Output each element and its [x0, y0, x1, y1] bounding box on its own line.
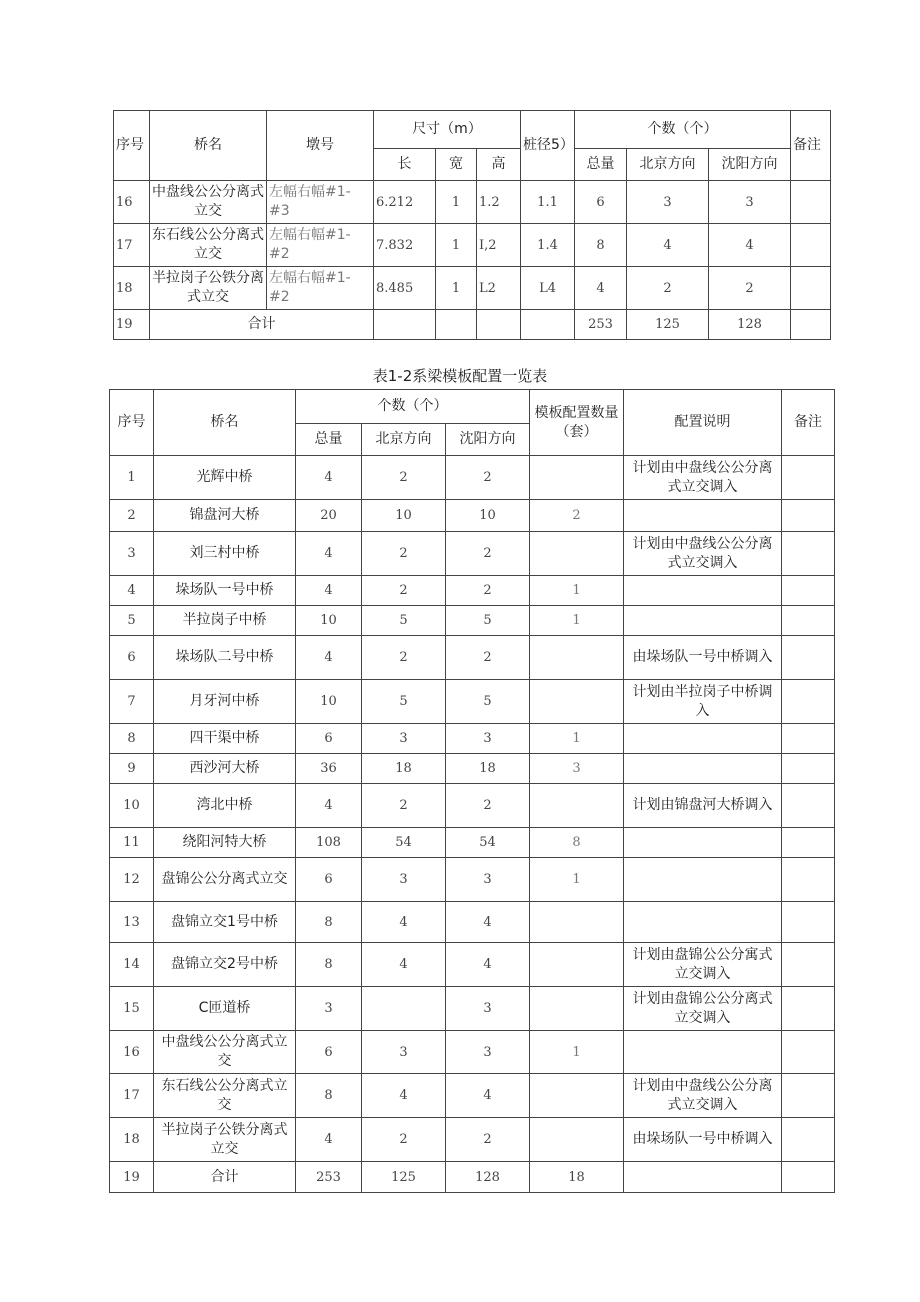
row-seq: 14	[110, 943, 154, 987]
header-seq: 序号	[110, 390, 154, 456]
table-row	[110, 828, 835, 858]
header-seq: 序号	[114, 111, 150, 181]
row-bridge-name: C匝道桥	[154, 987, 296, 1031]
row-seq: 6	[110, 636, 154, 680]
row-bridge-name: 锦盘河大桥	[154, 500, 296, 532]
row-formwork-sets	[530, 943, 624, 987]
row-beijing: 5	[362, 680, 446, 724]
row-total: 8	[575, 224, 627, 267]
row-config-desc	[624, 858, 782, 902]
row-note	[782, 754, 835, 784]
row-total: 10	[296, 680, 362, 724]
table-row	[110, 1074, 835, 1118]
row-shenyang: 5	[446, 606, 530, 636]
row-config-desc: 由垛场队一号中桥调入	[624, 636, 782, 680]
row-shenyang: 2	[446, 1118, 530, 1162]
row-formwork-sets: 2	[530, 500, 624, 532]
row-config-desc: 计划由盘锦公公分寓式立交调入	[624, 943, 782, 987]
row-seq: 15	[110, 987, 154, 1031]
row-config-desc: 计划由半拉岗子中桥调入	[624, 680, 782, 724]
total-beijing: 125	[627, 310, 709, 340]
row-shenyang: 54	[446, 828, 530, 858]
row-formwork-sets: 1	[530, 858, 624, 902]
table-row	[110, 754, 835, 784]
row-formwork-sets	[530, 636, 624, 680]
row-seq: 10	[110, 784, 154, 828]
total-shenyang: 128	[709, 310, 791, 340]
total-count: 253	[296, 1162, 362, 1193]
row-seq: 2	[110, 500, 154, 532]
row-bridge-name: 半拉岗子公铁分离式立交	[154, 1118, 296, 1162]
row-total: 6	[296, 1031, 362, 1074]
header-dimensions: 尺寸（m）	[374, 111, 521, 149]
row-beijing: 3	[362, 724, 446, 754]
table-row	[110, 636, 835, 680]
total-formwork-sets: 18	[530, 1162, 624, 1193]
row-shenyang: 2	[446, 784, 530, 828]
row-beijing: 18	[362, 754, 446, 784]
table-row	[110, 784, 835, 828]
row-beijing: 3	[362, 1031, 446, 1074]
header-note: 备注	[782, 390, 835, 456]
row-formwork-sets	[530, 784, 624, 828]
row-config-desc: 由垛场队一号中桥调入	[624, 1118, 782, 1162]
row-height: I,2	[477, 224, 521, 267]
row-shenyang: 3	[446, 987, 530, 1031]
table-row	[114, 224, 831, 267]
total-count: 253	[575, 310, 627, 340]
row-beijing: 3	[362, 858, 446, 902]
row-note	[782, 636, 835, 680]
table-row	[114, 181, 831, 224]
row-bridge-name: 月牙河中桥	[154, 680, 296, 724]
row-shenyang: 2	[446, 532, 530, 576]
row-bridge-name: 光辉中桥	[154, 456, 296, 500]
row-total: 6	[296, 724, 362, 754]
table-row	[110, 858, 835, 902]
total-seq: 19	[114, 310, 150, 340]
row-seq: 11	[110, 828, 154, 858]
row-bridge-name: 半拉岗子公铁分离式立交	[150, 267, 267, 310]
row-total: 3	[296, 987, 362, 1031]
row-seq: 7	[110, 680, 154, 724]
row-shenyang: 5	[446, 680, 530, 724]
table-row	[110, 532, 835, 576]
row-config-desc: 计划由中盘线公公分离式立交调入	[624, 1074, 782, 1118]
row-total: 108	[296, 828, 362, 858]
row-total: 4	[296, 1118, 362, 1162]
row-beijing: 2	[627, 267, 709, 310]
row-total: 8	[296, 902, 362, 943]
row-note	[791, 224, 831, 267]
row-note	[782, 1074, 835, 1118]
row-bridge-name: 盘锦立交2号中桥	[154, 943, 296, 987]
row-formwork-sets: 3	[530, 754, 624, 784]
row-total: 4	[296, 576, 362, 606]
row-seq: 5	[110, 606, 154, 636]
row-beijing: 2	[362, 784, 446, 828]
row-shenyang: 4	[446, 902, 530, 943]
header-length: 长	[374, 149, 436, 181]
row-total: 4	[296, 636, 362, 680]
row-total: 36	[296, 754, 362, 784]
row-config-desc	[624, 828, 782, 858]
row-pier: 左幅右幅#1-#2	[267, 224, 374, 267]
total-shenyang: 128	[446, 1162, 530, 1193]
row-bridge-name: 绕阳河特大桥	[154, 828, 296, 858]
row-note	[791, 267, 831, 310]
row-config-desc	[624, 754, 782, 784]
row-bridge-name: 东石线公公分离式立交	[154, 1074, 296, 1118]
row-bridge-name: 中盘线公公分离式立交	[150, 181, 267, 224]
table-row	[110, 500, 835, 532]
row-config-desc	[624, 606, 782, 636]
row-total: 20	[296, 500, 362, 532]
header-total: 总量	[296, 424, 362, 456]
row-note	[782, 606, 835, 636]
header-pile-diameter: 桩径5）	[521, 111, 575, 181]
row-beijing: 2	[362, 576, 446, 606]
total-beijing: 125	[362, 1162, 446, 1193]
row-config-desc: 计划由锦盘河大桥调入	[624, 784, 782, 828]
row-bridge-name: 四干渠中桥	[154, 724, 296, 754]
row-seq: 18	[110, 1118, 154, 1162]
row-formwork-sets: 1	[530, 576, 624, 606]
row-note	[782, 943, 835, 987]
row-config-desc	[624, 724, 782, 754]
row-bridge-name: 刘三村中桥	[154, 532, 296, 576]
row-shenyang: 4	[709, 224, 791, 267]
row-shenyang: 4	[446, 1074, 530, 1118]
row-beijing	[362, 987, 446, 1031]
row-total: 6	[575, 181, 627, 224]
table-row	[110, 902, 835, 943]
row-config-desc: 计划由中盘线公公分离式立交调入	[624, 456, 782, 500]
row-note	[782, 532, 835, 576]
row-note	[782, 500, 835, 532]
row-beijing: 54	[362, 828, 446, 858]
row-width: 1	[436, 267, 477, 310]
row-config-desc: 计划由盘锦公公分离式立交调入	[624, 987, 782, 1031]
row-seq: 16	[110, 1031, 154, 1074]
row-seq: 3	[110, 532, 154, 576]
row-beijing: 2	[362, 636, 446, 680]
row-length: 6.212	[374, 181, 436, 224]
row-note	[782, 456, 835, 500]
row-pile: L4	[521, 267, 575, 310]
row-total: 4	[296, 456, 362, 500]
row-total: 6	[296, 858, 362, 902]
header-count: 个数（个）	[575, 111, 791, 149]
row-formwork-sets	[530, 680, 624, 724]
row-shenyang: 2	[446, 636, 530, 680]
row-formwork-sets	[530, 456, 624, 500]
total-label: 合计	[150, 310, 374, 340]
row-pier: 左幅右幅#1-#2	[267, 267, 374, 310]
row-shenyang: 3	[709, 181, 791, 224]
row-beijing: 4	[362, 1074, 446, 1118]
row-shenyang: 3	[446, 858, 530, 902]
table-row	[110, 724, 835, 754]
row-config-desc: 计划由中盘线公公分离式立交调入	[624, 532, 782, 576]
row-note	[782, 1031, 835, 1074]
header-count: 个数（个）	[296, 390, 530, 424]
header-total: 总量	[575, 149, 627, 181]
row-note	[782, 576, 835, 606]
row-note	[791, 181, 831, 224]
row-total: 4	[575, 267, 627, 310]
row-seq: 13	[110, 902, 154, 943]
row-note	[782, 1118, 835, 1162]
row-width: 1	[436, 224, 477, 267]
row-beijing: 2	[362, 1118, 446, 1162]
header-beijing: 北京方向	[627, 149, 709, 181]
row-length: 8.485	[374, 267, 436, 310]
row-total: 8	[296, 943, 362, 987]
header-bridge-name: 桥名	[150, 111, 267, 181]
row-bridge-name: 西沙河大桥	[154, 754, 296, 784]
row-note	[782, 828, 835, 858]
row-formwork-sets	[530, 532, 624, 576]
row-note	[782, 987, 835, 1031]
row-formwork-sets	[530, 902, 624, 943]
row-seq: 1	[110, 456, 154, 500]
row-pier: 左幅右幅#1-#3	[267, 181, 374, 224]
table-title: 表1-2系梁模板配置一览表	[372, 367, 548, 385]
row-bridge-name: 垛场队二号中桥	[154, 636, 296, 680]
row-bridge-name: 盘锦公公分离式立交	[154, 858, 296, 902]
row-length: 7.832	[374, 224, 436, 267]
table-row	[110, 1118, 835, 1162]
row-seq: 9	[110, 754, 154, 784]
table-row	[110, 987, 835, 1031]
header-beijing: 北京方向	[362, 424, 446, 456]
row-seq: 18	[114, 267, 150, 310]
row-note	[782, 680, 835, 724]
row-seq: 17	[110, 1074, 154, 1118]
row-config-desc	[624, 902, 782, 943]
row-shenyang: 2	[709, 267, 791, 310]
row-bridge-name: 半拉岗子中桥	[154, 606, 296, 636]
row-config-desc	[624, 576, 782, 606]
total-row	[110, 1162, 835, 1193]
total-seq: 19	[110, 1162, 154, 1193]
row-shenyang: 3	[446, 1031, 530, 1074]
row-shenyang: 4	[446, 943, 530, 987]
row-formwork-sets	[530, 987, 624, 1031]
row-shenyang: 2	[446, 456, 530, 500]
row-formwork-sets: 1	[530, 606, 624, 636]
row-config-desc	[624, 500, 782, 532]
row-note	[782, 902, 835, 943]
row-seq: 8	[110, 724, 154, 754]
row-shenyang: 2	[446, 576, 530, 606]
row-formwork-sets: 8	[530, 828, 624, 858]
row-beijing: 4	[627, 224, 709, 267]
row-total: 8	[296, 1074, 362, 1118]
row-seq: 4	[110, 576, 154, 606]
row-note	[782, 724, 835, 754]
header-formwork-sets: 模板配置数量（套）	[530, 390, 624, 456]
table-row	[114, 267, 831, 310]
row-beijing: 2	[362, 532, 446, 576]
row-note	[782, 784, 835, 828]
row-config-desc	[624, 1031, 782, 1074]
row-beijing: 2	[362, 456, 446, 500]
row-shenyang: 10	[446, 500, 530, 532]
header-shenyang: 沈阳方向	[709, 149, 791, 181]
row-beijing: 4	[362, 943, 446, 987]
row-total: 10	[296, 606, 362, 636]
header-height: 高	[477, 149, 521, 181]
row-seq: 12	[110, 858, 154, 902]
row-shenyang: 3	[446, 724, 530, 754]
total-label: 合计	[154, 1162, 296, 1193]
header-width: 宽	[436, 149, 477, 181]
row-height: L2	[477, 267, 521, 310]
row-formwork-sets	[530, 1118, 624, 1162]
table-row	[110, 456, 835, 500]
pier-dimensions-table	[113, 110, 831, 340]
row-bridge-name: 湾北中桥	[154, 784, 296, 828]
row-beijing: 5	[362, 606, 446, 636]
row-width: 1	[436, 181, 477, 224]
total-row	[114, 310, 831, 340]
row-formwork-sets	[530, 1074, 624, 1118]
row-formwork-sets: 1	[530, 724, 624, 754]
row-height: 1.2	[477, 181, 521, 224]
table-row	[110, 1031, 835, 1074]
row-beijing: 10	[362, 500, 446, 532]
row-total: 4	[296, 532, 362, 576]
header-config-desc: 配置说明	[624, 390, 782, 456]
header-shenyang: 沈阳方向	[446, 424, 530, 456]
table-row	[110, 606, 835, 636]
row-formwork-sets: 1	[530, 1031, 624, 1074]
row-bridge-name: 东石线公公分离式立交	[150, 224, 267, 267]
header-bridge-name: 桥名	[154, 390, 296, 456]
row-seq: 17	[114, 224, 150, 267]
row-pile: 1.4	[521, 224, 575, 267]
row-pile: 1.1	[521, 181, 575, 224]
row-bridge-name: 盘锦立交1号中桥	[154, 902, 296, 943]
row-seq: 16	[114, 181, 150, 224]
formwork-config-table	[109, 389, 835, 1193]
row-bridge-name: 中盘线公公分离式立交	[154, 1031, 296, 1074]
table-row	[110, 680, 835, 724]
header-pier: 墩号	[267, 111, 374, 181]
table-row	[110, 943, 835, 987]
row-beijing: 4	[362, 902, 446, 943]
table-row	[110, 576, 835, 606]
row-bridge-name: 垛场队一号中桥	[154, 576, 296, 606]
row-total: 4	[296, 784, 362, 828]
row-note	[782, 858, 835, 902]
header-note: 备注	[791, 111, 831, 181]
row-shenyang: 18	[446, 754, 530, 784]
row-beijing: 3	[627, 181, 709, 224]
